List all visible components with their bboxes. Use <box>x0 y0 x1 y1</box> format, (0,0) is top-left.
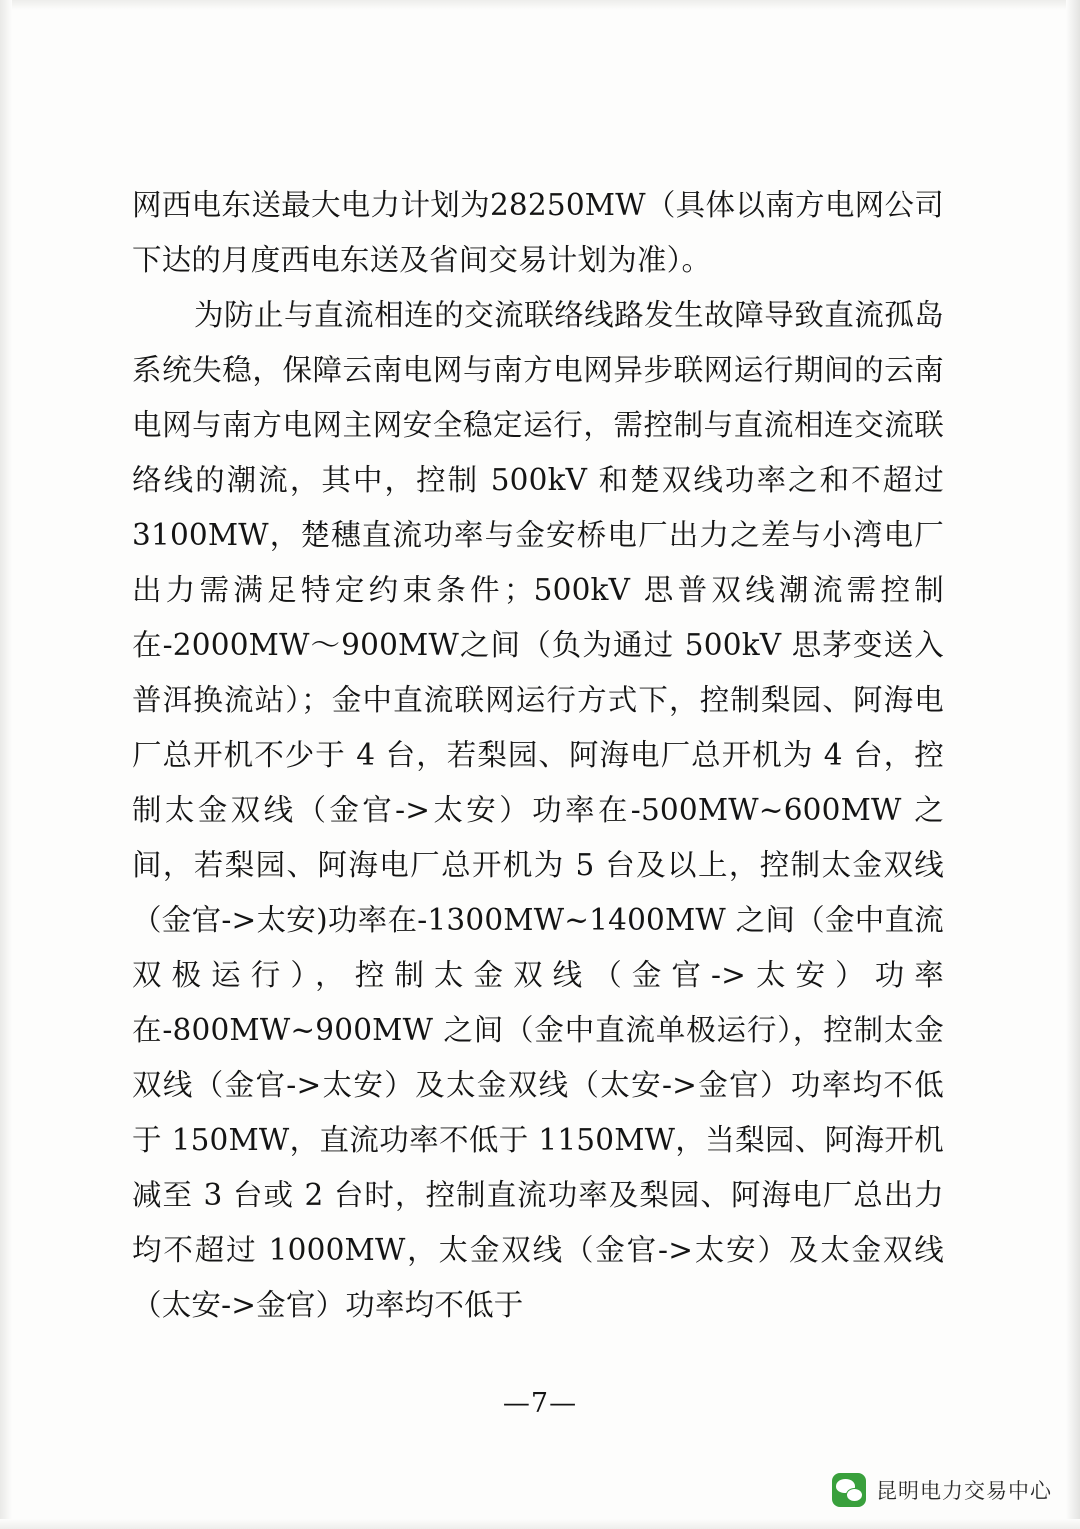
scan-edge-bottom <box>0 1519 1080 1529</box>
footer-watermark <box>832 1473 1052 1507</box>
paragraph-2: 为防止与直流相连的交流联络线路发生故障导致直流孤岛系统失稳，保障云南电网与南方电网异步联网运行期间的云南电网与南方电网主网安全稳定运行，需控制与直流相连交流联络线的潮流，其中，控制 500kV 和楚双线功率之和不超过 3100MW，楚穗直流功率与金安桥电厂出力之差与小湾电厂出力需满足特定约束条件；500kV 思普双线潮流需控制在-2000MW～900MW之间（负为通过 500kV 思茅变送入普洱换流站）；金中直流联网运行方式下，控制梨园、阿海电厂总开机不少于 4 台，若梨园、阿海电厂总开机为 4 台，控制太金双线（金官->太安）功率在-500MW~600MW 之间，若梨园、阿海电厂总开机为 5 台及以上，控制太金双线（金官->太安)功率在-1300MW~1400MW 之间（金中直流双极运行），控制太金双线（金官->太安）功率在-800MW~900MW 之间（金中直流单极运行），控制太金双线（金官->太安）及太金双线（太安->金官）功率均不低于 150MW，直流功率不低于 1150MW，当梨园、阿海开机减至 3 台或 2 台时，控制直流功率及梨园、阿海电厂总出力均不超过 1000MW，太金双线（金官->太安）及太金双线（太安->金官）功率均不低于 <box>132 298 944 1322</box>
scan-edge-left <box>0 0 12 1529</box>
footer-watermark-label: 昆明电力交易中心 <box>876 1479 1052 1503</box>
paragraph-1: 网西电东送最大电力计划为28250MW（具体以南方电网公司下达的月度西电东送及省间交易计划为准）。 <box>132 188 944 277</box>
scan-edge-right <box>1066 0 1080 1529</box>
page-number: —7— <box>502 1388 578 1419</box>
wechat-icon <box>832 1473 866 1507</box>
scan-edge-top <box>0 0 1080 10</box>
document-body <box>132 178 944 1333</box>
